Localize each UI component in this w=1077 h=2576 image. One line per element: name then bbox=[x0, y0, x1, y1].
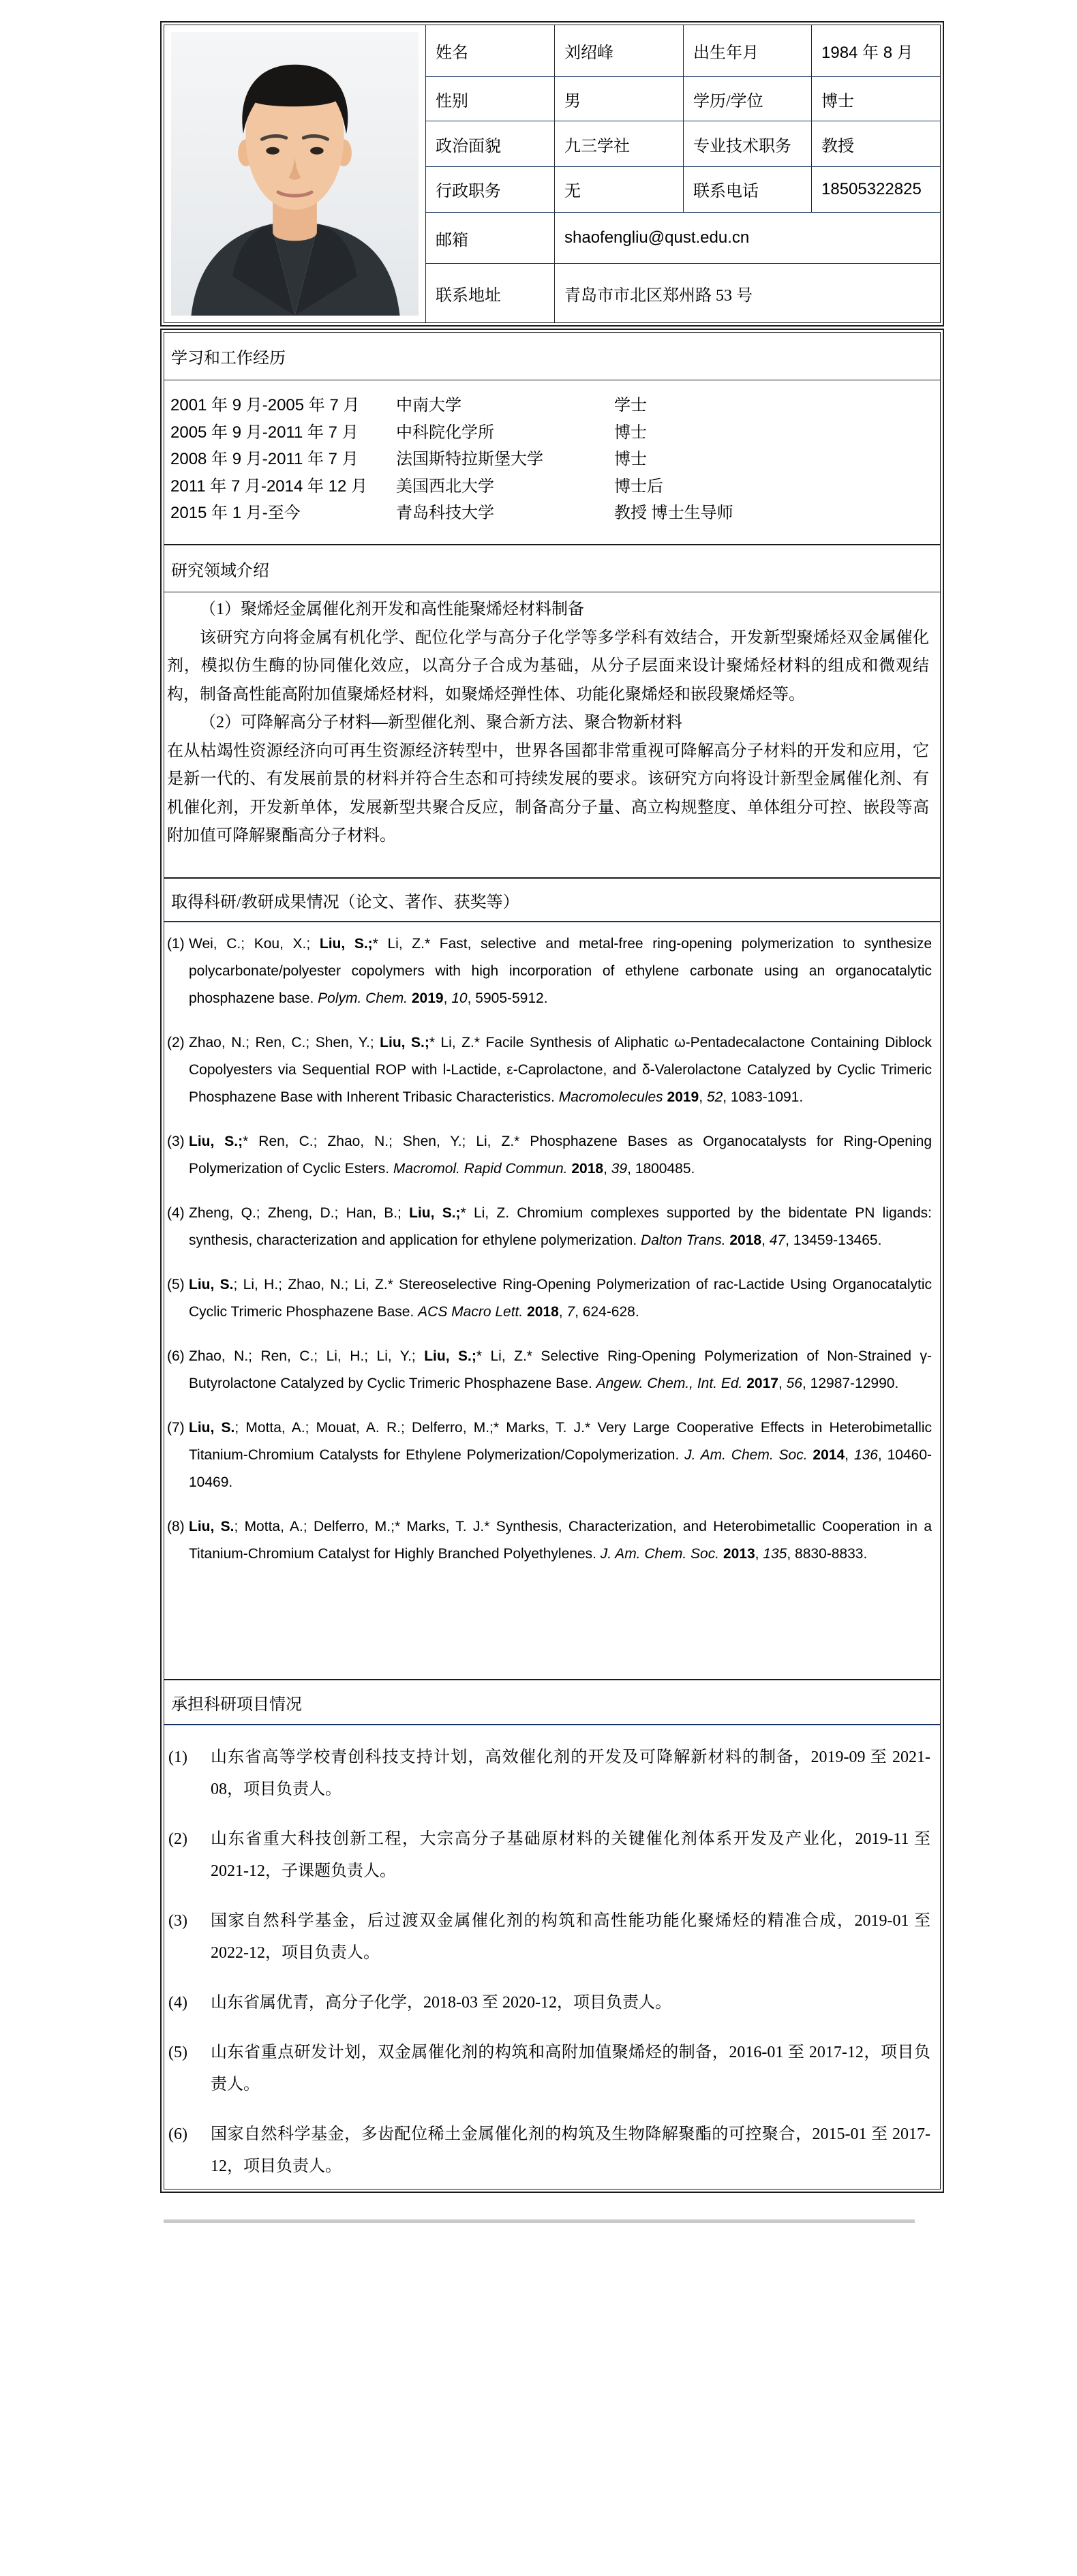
publication-item bbox=[167, 1029, 933, 1111]
publication-number: (2) bbox=[167, 1035, 185, 1050]
profile-table bbox=[164, 25, 941, 323]
project-text: 山东省重点研发计划，双金属催化剂的构筑和高附加值聚烯烃的制备，2016-01 至 2017-12，项目负责人。 bbox=[211, 2044, 930, 2093]
profile-label: 出生年月 bbox=[683, 25, 811, 76]
project-number: (3) bbox=[168, 1912, 187, 1930]
publication-item bbox=[167, 1414, 933, 1496]
profile-row bbox=[426, 167, 940, 213]
experience-period: 2011 年 7 月-2014 年 12 月 bbox=[170, 476, 368, 496]
publication-text: Liu, S.;* Ren, C.; Zhao, N.; Shen, Y.; Li, Z.* Phosphazene Bases as Organocatalysts for Ring-Opening Polymerization of Cyclic Esters. Macromol. Rapid Commun. 2018, 39, 1800485. bbox=[189, 1134, 932, 1177]
research-paragraphs bbox=[164, 592, 940, 877]
experience-role: 博士 bbox=[614, 450, 647, 469]
project-text: 山东省重大科技创新工程，大宗高分子基础原材料的关键催化剂体系开发及产业化，2019-11 至 2021-12，子课题负责人。 bbox=[211, 1830, 930, 1880]
publications-title: 取得科研/教研成果情况（论文、著作、获奖等） bbox=[171, 893, 519, 911]
publication-number: (5) bbox=[167, 1277, 185, 1292]
profile-info-grid bbox=[426, 25, 940, 322]
publication-number: (7) bbox=[167, 1420, 185, 1436]
publication-item bbox=[167, 1200, 933, 1254]
profile-label: 邮箱 bbox=[436, 231, 468, 249]
publication-item bbox=[167, 1343, 933, 1397]
profile-label: 性别 bbox=[436, 92, 468, 110]
experience-role: 博士后 bbox=[614, 476, 663, 496]
experience-list bbox=[164, 380, 940, 544]
projects-list bbox=[164, 1725, 940, 2190]
cv-sections-table bbox=[164, 332, 941, 2189]
section-title-publications bbox=[164, 877, 940, 922]
publication-number: (6) bbox=[167, 1348, 185, 1364]
project-number: (1) bbox=[168, 1748, 187, 1766]
profile-row bbox=[426, 121, 940, 167]
profile-row bbox=[426, 25, 940, 77]
experience-period: 2001 年 9 月-2005 年 7 月 bbox=[170, 396, 360, 415]
profile-value: 18505322825 bbox=[811, 167, 940, 212]
profile-label: 联系地址 bbox=[436, 286, 501, 305]
publication-item bbox=[167, 1128, 933, 1183]
publication-text: Zhao, N.; Ren, C.; Li, H.; Li, Y.; Liu, S.;* Li, Z.* Selective Ring-Opening Polymerization of Non-Strained γ-Butyrolactone Catalyzed by Cyclic Trimeric Phosphazene Base. Angew. Chem., Int. Ed. 2017, 56, 12987-12990. bbox=[189, 1348, 932, 1391]
page-break-divider bbox=[164, 2219, 915, 2223]
experience-period: 2005 年 9 月-2011 年 7 月 bbox=[170, 423, 359, 442]
experience-org: 美国西北大学 bbox=[396, 476, 494, 496]
profile-address-row bbox=[426, 264, 940, 322]
experience-period: 2015 年 1 月-至今 bbox=[170, 504, 301, 523]
experience-role: 学士 bbox=[614, 396, 647, 415]
experience-org: 中科院化学所 bbox=[396, 423, 494, 442]
profile-value: 刘绍峰 bbox=[554, 25, 683, 76]
profile-value: 无 bbox=[554, 167, 683, 212]
publication-text: Wei, C.; Kou, X.; Liu, S.;* Li, Z.* Fast, selective and metal-free ring-opening polymerization to synthesize polycarbonate/polyester copolymers with high incorporation of ethylene carbonate using an organocatalytic phosphazene base. Polym. Chem. 2019, 10, 5905-5912. bbox=[189, 936, 932, 1006]
profile-label: 联系电话 bbox=[683, 167, 811, 212]
project-text: 山东省高等学校青创科技支持计划，高效催化剂的开发及可降解新材料的制备，2019-09 至 2021-08，项目负责人。 bbox=[211, 1748, 930, 1798]
publication-text: Liu, S.; Motta, A.; Delferro, M.;* Marks, T. J.* Synthesis, Characterization, and Heterobimetallic Cooperation in a Titanium-Chromium Catalyst for Highly Branched Polyethylenes. J. Am. Chem. Soc. 2013, 135, 8830-8833. bbox=[189, 1519, 932, 1562]
profile-label: 行政职务 bbox=[436, 183, 501, 201]
profile-row bbox=[426, 77, 940, 122]
project-text: 国家自然科学基金，多齿配位稀土金属催化剂的构筑及生物降解聚酯的可控聚合，2015-01 至 2017-12，项目负责人。 bbox=[211, 2125, 930, 2175]
publication-number: (8) bbox=[167, 1519, 185, 1534]
experience-item bbox=[170, 471, 940, 498]
publication-number: (4) bbox=[167, 1205, 185, 1221]
project-number: (6) bbox=[168, 2125, 187, 2143]
profile-value: 青岛市市北区郑州路 53 号 bbox=[554, 264, 940, 322]
publication-number: (1) bbox=[167, 936, 185, 952]
profile-label: 姓名 bbox=[436, 44, 468, 62]
research-paragraph: （1）聚烯烃金属催化剂开发和高性能聚烯烃材料制备 bbox=[200, 601, 584, 618]
research-title: 研究领域介绍 bbox=[171, 562, 269, 580]
publication-text: Zheng, Q.; Zheng, D.; Han, B.; Liu, S.;* Li, Z. Chromium complexes supported by the bidentate PN ligands: synthesis, characterization and application for ethylene polymerization. Dalton Trans. 2018, 47, 13459-13465. bbox=[189, 1205, 932, 1248]
profile-label: 专业技术职务 bbox=[683, 121, 811, 166]
experience-role: 教授 博士生导师 bbox=[614, 504, 733, 523]
project-number: (2) bbox=[168, 1830, 187, 1848]
project-item bbox=[168, 1742, 930, 1806]
project-number: (4) bbox=[168, 1994, 187, 2012]
profile-value: shaofengliu@qust.edu.cn bbox=[554, 213, 940, 264]
profile-label: 政治面貌 bbox=[436, 137, 501, 155]
publications-list bbox=[164, 922, 940, 1679]
projects-title: 承担科研项目情况 bbox=[171, 1695, 302, 1714]
profile-value: 九三学社 bbox=[554, 121, 683, 166]
project-item bbox=[168, 2119, 930, 2183]
experience-org: 中南大学 bbox=[396, 396, 461, 415]
publication-item bbox=[167, 930, 933, 1012]
research-paragraph: （2）可降解高分子材料—新型催化剂、聚合新方法、聚合物新材料 bbox=[200, 714, 682, 731]
project-item bbox=[168, 1823, 930, 1888]
profile-email-row bbox=[426, 213, 940, 264]
publication-item bbox=[167, 1513, 933, 1568]
project-item bbox=[168, 2037, 930, 2101]
publication-text: Liu, S.; Motta, A.; Mouat, A. R.; Delferro, M.;* Marks, T. J.* Very Large Cooperative Effects in Heterobimetallic Titanium-Chromium Catalysts for Ethylene Polymerization/Copolymerization. J. Am. Chem. Soc. 2014, 136, 10460-10469. bbox=[189, 1420, 932, 1490]
section-title-research bbox=[164, 544, 940, 592]
experience-role: 博士 bbox=[614, 423, 647, 442]
profile-value: 1984 年 8 月 bbox=[811, 25, 940, 76]
experience-item bbox=[170, 444, 940, 471]
project-text: 国家自然科学基金，后过渡双金属催化剂的构筑和高性能功能化聚烯烃的精准合成，2019-01 至 2022-12，项目负责人。 bbox=[211, 1912, 930, 1962]
section-title-experience bbox=[164, 333, 940, 380]
experience-item bbox=[170, 417, 940, 444]
portrait-photo bbox=[171, 32, 419, 316]
project-number: (5) bbox=[168, 2044, 187, 2061]
section-title-projects bbox=[164, 1679, 940, 1725]
profile-value: 教授 bbox=[811, 121, 940, 166]
project-item bbox=[168, 1905, 930, 1969]
experience-org: 法国斯特拉斯堡大学 bbox=[396, 450, 543, 469]
photo-cell bbox=[164, 25, 426, 322]
publication-text: Zhao, N.; Ren, C.; Shen, Y.; Liu, S.;* Li, Z.* Facile Synthesis of Aliphatic ω-Pentadecalactone Containing Diblock Copolyesters via Sequential ROP with l-Lactide, ε-Caprolactone, and δ-Valerolactone Catalyzed by Cyclic Trimeric Phosphazene Base with Inherent Tribasic Characteristics. Macromolecules 2019, 52, 1083-1091. bbox=[189, 1035, 932, 1105]
publication-number: (3) bbox=[167, 1134, 185, 1149]
publication-text: Liu, S.; Li, H.; Zhao, N.; Li, Z.* Stereoselective Ring-Opening Polymerization of rac-Lactide Using Organocatalytic Cyclic Trimeric Phosphazene Base. ACS Macro Lett. 2018, 7, 624-628. bbox=[189, 1277, 932, 1320]
project-text: 山东省属优青，高分子化学，2018-03 至 2020-12，项目负责人。 bbox=[211, 1994, 671, 2012]
research-paragraph: 该研究方向将金属有机化学、配位化学与高分子化学等多学科有效结合，开发新型聚烯烃双金属催化剂，模拟仿生酶的协同催化效应，以高分子合成为基础，从分子层面来设计聚烯烃材料的组成和微观结构，制备高性能高附加值聚烯烃材料，如聚烯烃弹性体、功能化聚烯烃和嵌段聚烯烃等。 bbox=[167, 628, 929, 703]
profile-value: 博士 bbox=[811, 77, 940, 121]
experience-item bbox=[170, 390, 940, 417]
research-paragraph: 在从枯竭性资源经济向可再生资源经济转型中，世界各国都非常重视可降解高分子材料的开发和应用，它是新一代的、有发展前景的材料并符合生态和可持续发展的要求。该研究方向将设计新型金属催化剂、有机催化剂，开发新单体，发展新型共聚合反应，制备高分子量、高立构规整度、单体组分可控、嵌段等高附加值可降解聚酯高分子材料。 bbox=[167, 742, 929, 845]
project-item bbox=[168, 1987, 930, 2019]
experience-period: 2008 年 9 月-2011 年 7 月 bbox=[170, 450, 359, 469]
publication-item bbox=[167, 1271, 933, 1326]
profile-value: 男 bbox=[554, 77, 683, 121]
experience-title: 学习和工作经历 bbox=[171, 350, 286, 367]
experience-item bbox=[170, 498, 940, 525]
profile-label: 学历/学位 bbox=[683, 77, 811, 121]
experience-org: 青岛科技大学 bbox=[396, 504, 494, 523]
